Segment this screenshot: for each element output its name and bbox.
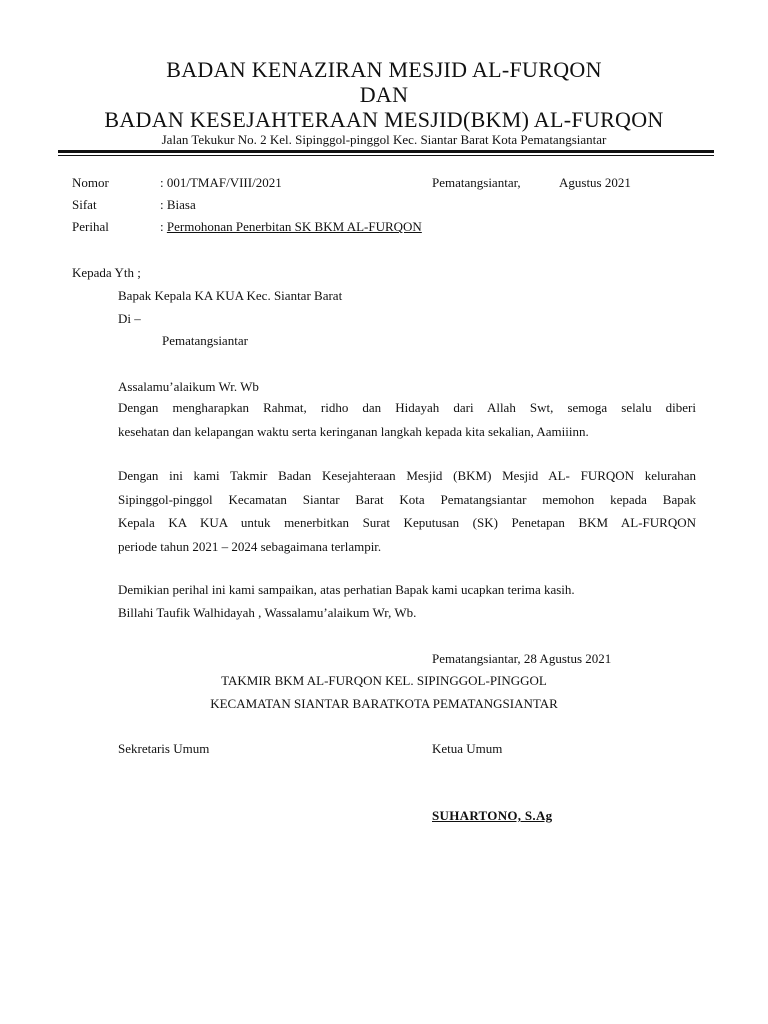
letter-date: Agustus 2021 (559, 175, 631, 190)
closing-line-2: Billahi Taufik Walhidayah , Wassalamu’alaikum Wr, Wb. (118, 605, 417, 620)
nomor-label: Nomor (72, 175, 109, 190)
letterhead-address: Jalan Tekukur No. 2 Kel. Sipinggol-pinggol Kec. Siantar Barat Kota Pematangsiantar (161, 132, 607, 147)
perihal-value-line (160, 219, 422, 235)
letterhead-divider-thick (58, 150, 714, 153)
signature-org-line-2: KECAMATAN SIANTAR BARATKOTA PEMATANGSIANTAR (210, 696, 558, 711)
secretary-title: Sekretaris Umum (118, 741, 210, 756)
signature-org-line-1: TAKMIR BKM AL-FURQON KEL. SIPINGGOL-PINGGOL (221, 673, 547, 688)
perihal-value: Permohonan Penerbitan SK BKM AL-FURQON (166, 219, 422, 234)
paragraph-1-line-2: kesehatan dan kelapangan waktu serta keringanan langkah kepada kita sekalian, Aamiiinn. (118, 423, 589, 439)
perihal-colon: : (160, 219, 167, 234)
paragraph-2-line-4: periode tahun 2021 – 2024 sebagaimana terlampir. (118, 538, 382, 554)
letter-place: Pematangsiantar, (432, 175, 521, 190)
paragraph-1-line-1: Dengan mengharapkan Rahmat, ridho dan Hidayah dari Allah Swt, semoga selalu diberi (118, 400, 696, 415)
sifat-label: Sifat (72, 197, 97, 212)
sifat-value: : Biasa (160, 197, 196, 212)
paragraph-2-line-1: Dengan ini kami Takmir Badan Kesejahteraan Mesjid (BKM) Mesjid AL- FURQON kelurahan (118, 468, 696, 483)
paragraph-2-line-2: Sipinggol-pinggol Kecamatan Siantar Barat Kota Pematangsiantar memohon kepada Bapak (118, 491, 696, 507)
paragraph-2 (118, 464, 696, 558)
recipient-city: Pematangsiantar (162, 333, 248, 348)
signature-place-date: Pematangsiantar, 28 Agustus 2021 (432, 651, 612, 666)
recipient-name: Bapak Kepala KA KUA Kec. Siantar Barat (118, 288, 343, 303)
paragraph-1 (118, 396, 696, 443)
paragraph-2-line-3: Kepala KA KUA untuk menerbitkan Surat Keputusan (SK) Penetapan BKM AL-FURQON (118, 515, 696, 530)
letterhead-divider-thin (58, 155, 714, 156)
letterhead-line-2: DAN (359, 82, 409, 107)
greeting: Assalamu’alaikum Wr. Wb (118, 379, 259, 394)
nomor-value: : 001/TMAF/VIII/2021 (160, 175, 282, 190)
recipient-di: Di – (118, 311, 141, 326)
perihal-label: Perihal (72, 219, 109, 234)
letterhead-line-3: BADAN KESEJAHTERAAN MESJID(BKM) AL-FURQON (104, 107, 664, 132)
chairman-name: SUHARTONO, S.Ag (432, 808, 553, 823)
chairman-title: Ketua Umum (432, 741, 503, 756)
closing-line-1: Demikian perihal ini kami sampaikan, atas perhatian Bapak kami ucapkan terima kasih. (118, 582, 575, 597)
recipient-salutation: Kepada Yth ; (72, 265, 141, 280)
letterhead-line-1: BADAN KENAZIRAN MESJID AL-FURQON (166, 57, 602, 82)
